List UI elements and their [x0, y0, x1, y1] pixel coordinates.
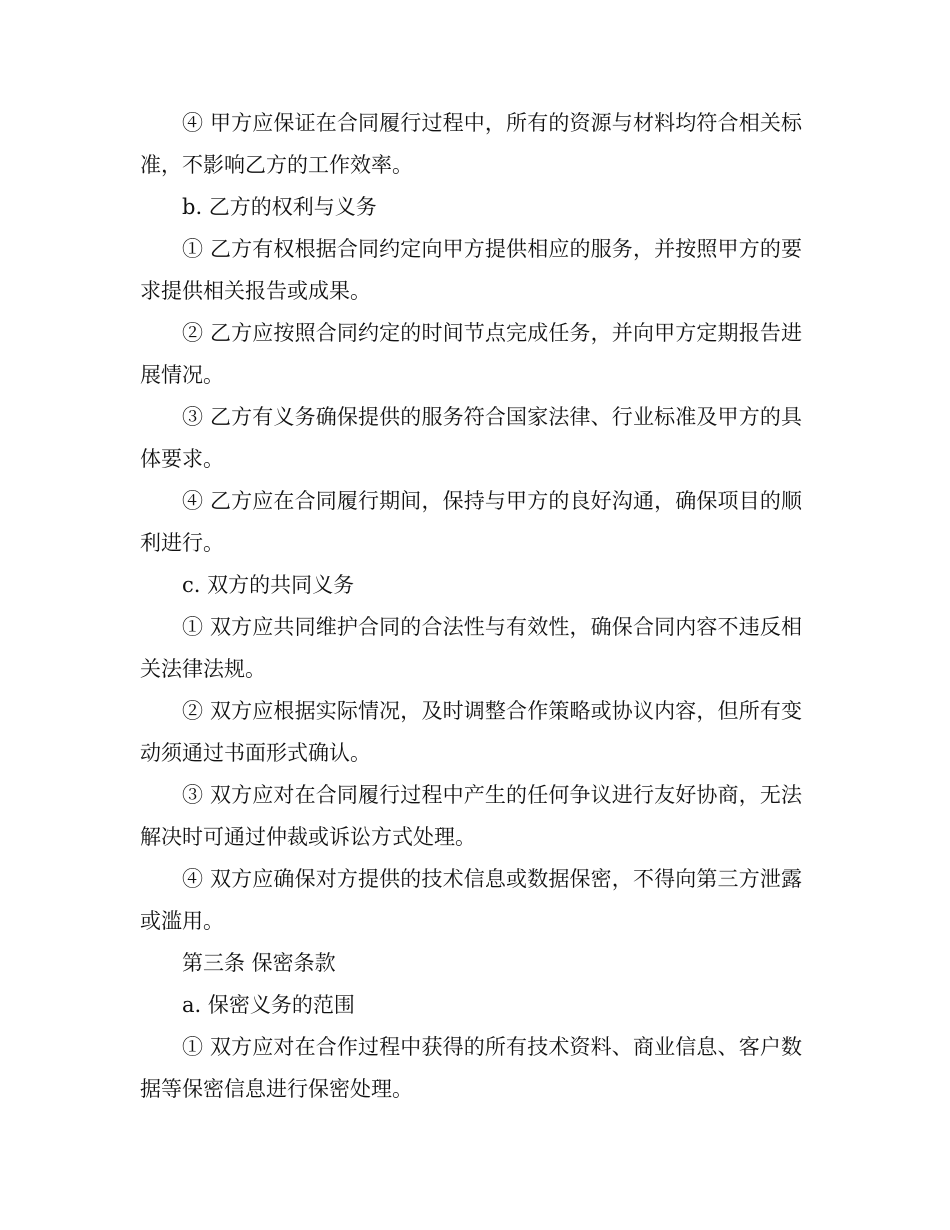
clause-b3-compliance: ③ 乙方有义务确保提供的服务符合国家法律、行业标准及甲方的具体要求。: [140, 405, 802, 471]
clause-a4-material-standards: ④ 甲方应保证在合同履行过程中，所有的资源与材料均符合相关标准，不影响乙方的工作效率。: [140, 111, 802, 177]
article-three-heading: 第三条 保密条款: [182, 951, 336, 975]
clause-c1-legality: ① 双方应共同维护合同的合法性与有效性，确保合同内容不违反相关法律法规。: [140, 615, 802, 681]
clause-b2-schedule-reporting: ② 乙方应按照合同约定的时间节点完成任务，并向甲方定期报告进展情况。: [140, 321, 802, 387]
clause-c2-adjustment: ② 双方应根据实际情况，及时调整合作策略或协议内容，但所有变动须通过书面形式确认。: [140, 699, 802, 765]
section-b-heading: b. 乙方的权利与义务: [182, 195, 377, 219]
clause-b1-service-provision: ① 乙方有权根据合同约定向甲方提供相应的服务，并按照甲方的要求提供相关报告或成果。: [140, 237, 802, 303]
section-a-confidentiality-scope: a. 保密义务的范围: [182, 993, 355, 1017]
document-page: [140, 102, 802, 1110]
clause-b4-communication: ④ 乙方应在合同履行期间，保持与甲方的良好沟通，确保项目的顺利进行。: [140, 489, 802, 555]
clause-a1-confidentiality: ① 双方应对在合作过程中获得的所有技术资料、商业信息、客户数据等保密信息进行保密处理。: [140, 1035, 802, 1101]
clause-c3-dispute: ③ 双方应对在合同履行过程中产生的任何争议进行友好协商，无法解决时可通过仲裁或诉讼方式处理。: [140, 783, 802, 849]
clause-c4-confidential-data: ④ 双方应确保对方提供的技术信息或数据保密，不得向第三方泄露或滥用。: [140, 867, 802, 933]
section-c-heading: c. 双方的共同义务: [182, 573, 355, 597]
